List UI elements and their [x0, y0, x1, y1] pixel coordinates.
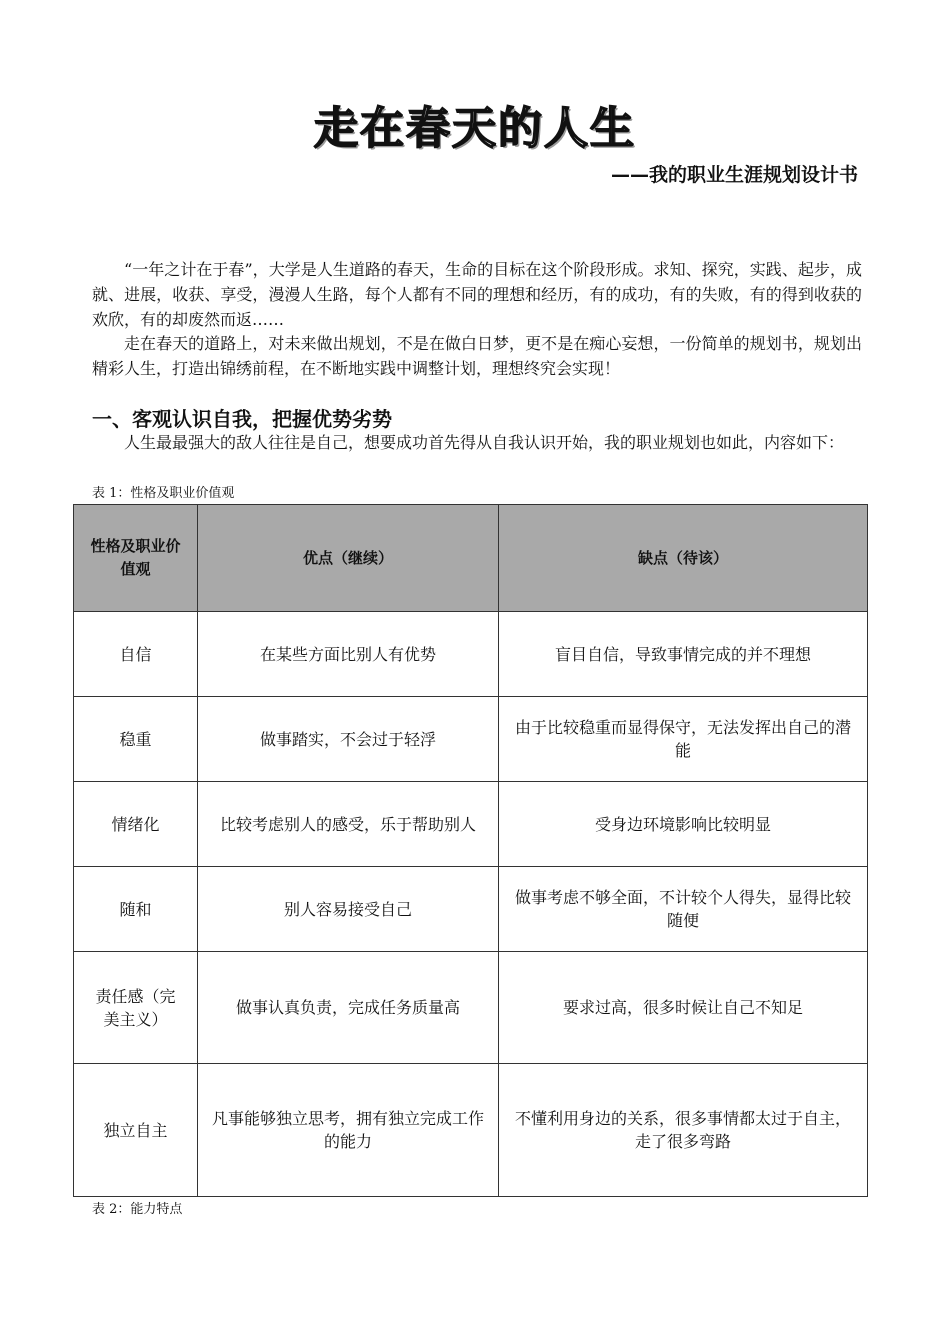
header-trait: 性格及职业价值观	[74, 505, 198, 612]
trait-cell: 自信	[74, 612, 198, 697]
pro-cell: 别人容易接受自己	[198, 867, 499, 952]
trait-cell: 独立自主	[74, 1064, 198, 1197]
trait-cell: 情绪化	[74, 782, 198, 867]
intro-paragraph-2: 走在春天的道路上，对未来做出规划，不是在做白日梦，更不是在痴心妄想，一份简单的规划书，规划出精彩人生，打造出锦绣前程，在不断地实践中调整计划，理想终究会实现！	[92, 334, 862, 378]
table-row	[74, 867, 868, 952]
table-row	[74, 1064, 868, 1197]
con-cell: 受身边环境影响比较明显	[499, 782, 868, 867]
con-cell: 由于比较稳重而显得保守，无法发挥出自己的潜能	[499, 697, 868, 782]
header-cons: 缺点（待该）	[499, 505, 868, 612]
table-2-caption: 表 2：能力特点	[92, 1202, 183, 1217]
con-cell: 不懂利用身边的关系，很多事情都太过于自主，走了很多弯路	[499, 1064, 868, 1197]
document-title: 走在春天的人生	[314, 103, 636, 154]
personality-values-table	[73, 504, 868, 1197]
section-1-heading: 一、客观认识自我，把握优势劣势	[92, 407, 392, 431]
table-header-row	[74, 505, 868, 612]
table-1-caption: 表 1：性格及职业价值观	[92, 486, 235, 501]
document-subtitle: ——我的职业生涯规划设计书	[610, 164, 858, 186]
section-1-text: 人生最最强大的敌人往往是自己，想要成功首先得从自我认识开始，我的职业规划也如此，内容如下：	[124, 433, 845, 452]
trait-cell: 责任感（完美主义）	[74, 952, 198, 1064]
pro-cell: 比较考虑别人的感受，乐于帮助别人	[198, 782, 499, 867]
table-row	[74, 952, 868, 1064]
pro-cell: 做事认真负责，完成任务质量高	[198, 952, 499, 1064]
trait-cell: 随和	[74, 867, 198, 952]
con-cell: 盲目自信，导致事情完成的并不理想	[499, 612, 868, 697]
table-row	[74, 612, 868, 697]
pro-cell: 在某些方面比别人有优势	[198, 612, 499, 697]
con-cell: 要求过高，很多时候让自己不知足	[499, 952, 868, 1064]
table-row	[74, 782, 868, 867]
pro-cell: 凡事能够独立思考，拥有独立完成工作的能力	[198, 1064, 499, 1197]
table-row	[74, 697, 868, 782]
intro-paragraph-1: “一年之计在于春”，大学是人生道路的春天，生命的目标在这个阶段形成。求知、探究，实践、起步，成就、进展，收获、享受，漫漫人生路，每个人都有不同的理想和经历，有的成功，有的失败，有的得到收获的欢欣，有的却废然而返……	[92, 260, 862, 329]
header-pros: 优点（继续）	[198, 505, 499, 612]
con-cell: 做事考虑不够全面，不计较个人得失，显得比较随便	[499, 867, 868, 952]
trait-cell: 稳重	[74, 697, 198, 782]
pro-cell: 做事踏实，不会过于轻浮	[198, 697, 499, 782]
